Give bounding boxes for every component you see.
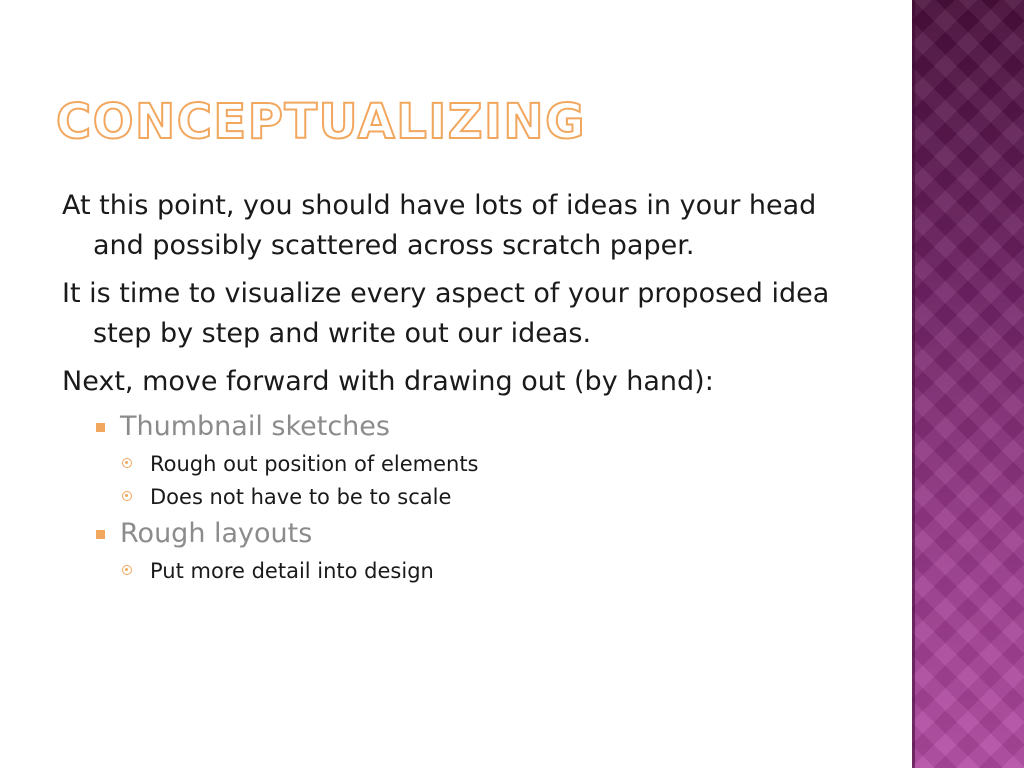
detail-item	[150, 450, 862, 478]
slide-body	[62, 186, 862, 590]
slide-title: CONCEPTUALIZING	[56, 94, 586, 150]
subitem-label: Rough layouts	[120, 518, 313, 549]
decorative-side-band	[912, 0, 1024, 768]
circle-dot-bullet-icon	[122, 491, 132, 501]
subitem-thumbnail-sketches	[120, 410, 862, 444]
detail-label: Put more detail into design	[150, 559, 434, 583]
circle-dot-bullet-icon	[122, 565, 132, 575]
square-bullet-icon	[96, 423, 105, 432]
detail-item	[150, 483, 862, 511]
square-bullet-icon	[96, 530, 105, 539]
subitem-label: Thumbnail sketches	[120, 411, 390, 442]
detail-label: Rough out position of elements	[150, 452, 479, 476]
body-paragraph: Next, move forward with drawing out (by hand):	[62, 366, 714, 397]
body-paragraph: At this point, you should have lots of ideas in your head and possibly scattered across scratch paper.	[62, 190, 817, 261]
detail-item	[150, 557, 862, 585]
body-paragraph: It is time to visualize every aspect of your proposed idea step by step and write out our ideas.	[62, 278, 830, 349]
subitem-rough-layouts	[120, 517, 862, 551]
circle-dot-bullet-icon	[122, 458, 132, 468]
detail-label: Does not have to be to scale	[150, 485, 452, 509]
